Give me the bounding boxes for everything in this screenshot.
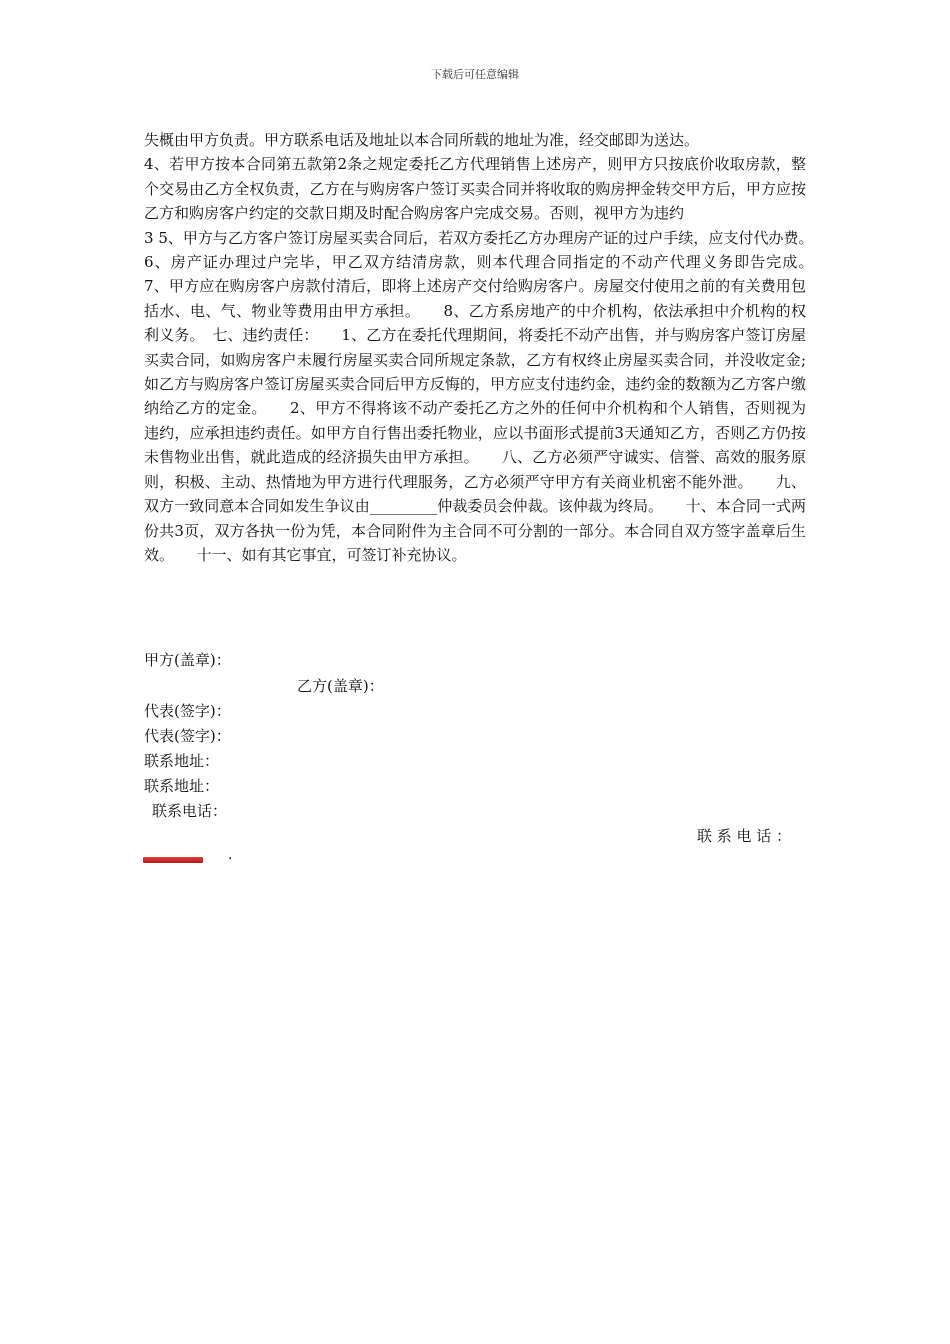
party-a-rep-label: 代表(签字)：	[144, 702, 231, 720]
contract-body	[144, 128, 837, 567]
red-stamp-bar	[143, 857, 203, 863]
footer-dot: .	[228, 847, 233, 863]
paragraph-1: 失概由甲方负责。甲方联系电话及地址以本合同所载的地址为准，经交邮即为送达。	[144, 131, 700, 149]
party-b-address-label: 联系地址：	[144, 777, 220, 795]
party-b-seal-label: 乙方(盖章)：	[297, 677, 384, 695]
paragraph-2: 4、若甲方按本合同第五款第2条之规定委托乙方代理销售上述房产，则甲方只按底价收取房款，整个交易由乙方全权负责，乙方在与购房客户签订买卖合同并将收取的购房押金转交甲方后，甲方应按乙方和购房客户约定的交款日期及时配合购房客户完成交易。否则，视甲方为违约	[144, 155, 806, 223]
party-a-phone-label: 联系电话：	[152, 802, 228, 820]
party-b-phone-label: 联 系 电 话 ：	[697, 827, 792, 845]
page-header-note: 下载后可任意编辑	[431, 68, 519, 81]
paragraph-3: 3 5、甲方与乙方客户签订房屋买卖合同后，若双方委托乙方办理房产证的过户手续，应支付代办费。 6、房产证办理过户完毕，甲乙双方结清房款，则本代理合同指定的不动产代理义务即告完成。 7、甲方应在购房客户房款付清后，即将上述房产交付给购房客户。房屋交付使用之前的有关费用包括水、电、气、物业等费用由甲方承担。 8、乙方系房地产的中介机构，依法承担中介机构的权利义务。 七、违约责任： 1、乙方在委托代理期间，将委托不动产出售，并与购房客户签订房屋买卖合同，如购房客户未履行房屋买卖合同所规定条款，乙方有权终止房屋买卖合同，并没收定金;如乙方与购房客户签订房屋买卖合同后甲方反悔的，甲方应支付违约金，违约金的数额为乙方客户缴纳给乙方的定金。 2、甲方不得将该不动产委托乙方之外的任何中介机构和个人销售，否则视为违约，应承担违约责任。如甲方自行售出委托物业，应以书面形式提前3天通知乙方，否则乙方仍按未售物业出售，就此造成的经济损失由甲方承担。 八、乙方必须严守诚实、信誉、高效的服务原则，积极、主动、热情地为甲方进行代理服务，乙方必须严守甲方有关商业机密不能外泄。 九、双方一致同意本合同如发生争议由_________仲裁委员会仲裁。该仲裁为终局。 十、本合同一式两份共3页，双方各执一份为凭，本合同附件为主合同不可分割的一部分。本合同自双方签字盖章后生效。 十一、如有其它事宜，可签订补充协议。	[144, 228, 837, 564]
party-a-seal-label: 甲方(盖章)：	[144, 651, 231, 669]
party-a-address-label: 联系地址：	[144, 752, 220, 770]
party-b-rep-label: 代表(签字)：	[144, 727, 231, 745]
